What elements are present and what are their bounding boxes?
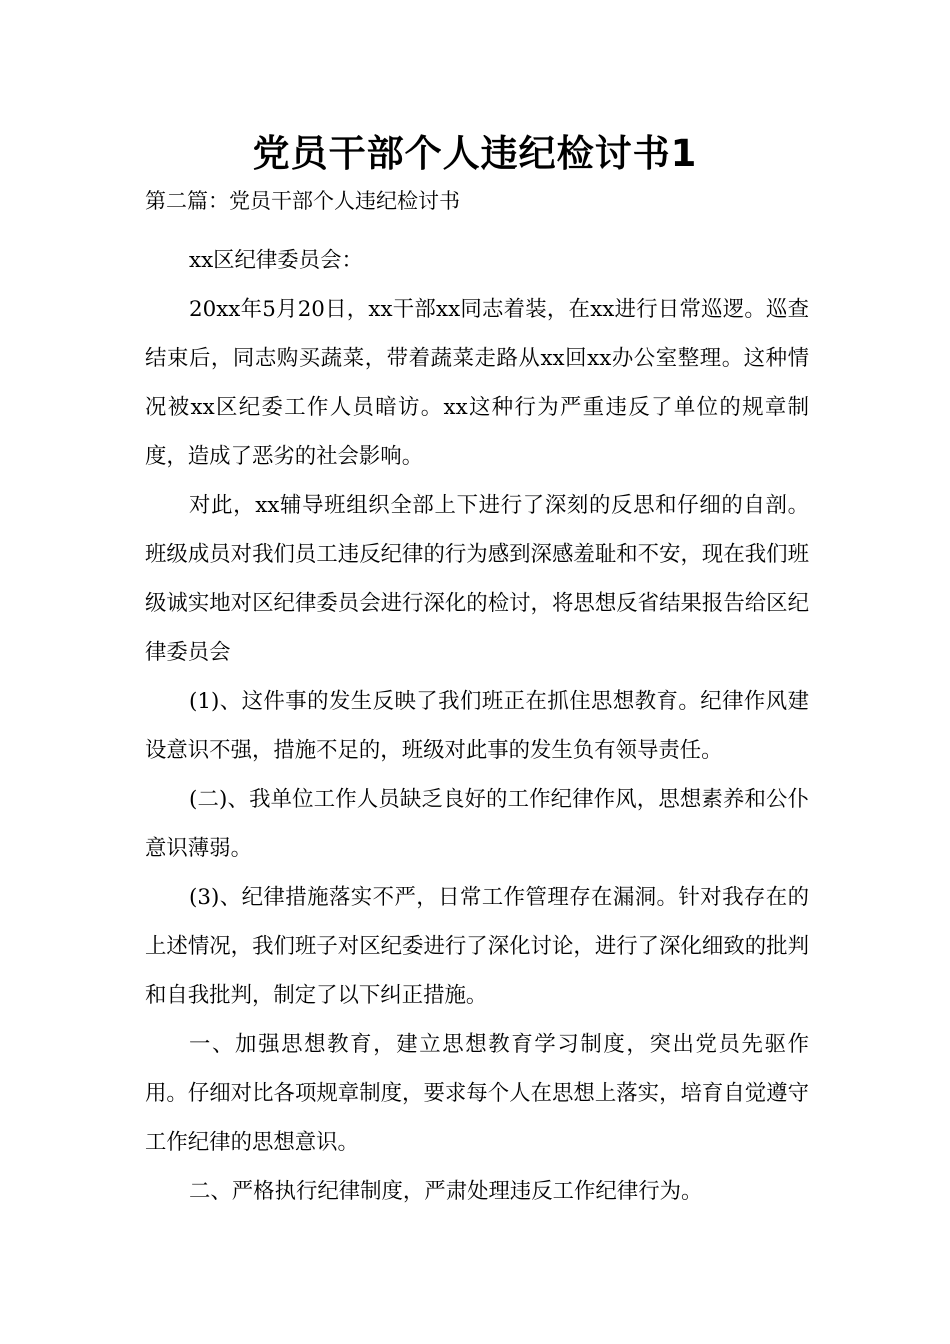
body-paragraph: 二、严格执行纪律制度，严肃处理违反工作纪律行为。: [189, 1179, 703, 1204]
body-paragraph: (二)、我单位工作人员缺乏良好的工作纪律作风，思想素养和公仆意识薄弱。: [145, 787, 809, 861]
body-paragraph: (3)、纪律措施落实不严，日常工作管理存在漏洞。针对我存在的上述情况，我们班子对区纪委进行了深化讨论，进行了深化细致的批判和自我批判，制定了以下纠正措施。: [145, 885, 809, 1008]
body-paragraph: 对此，xx辅导班组织全部上下进行了深刻的反思和仔细的自剖。班级成员对我们员工违反纪律的行为感到深感羞耻和不安，现在我们班级诚实地对区纪律委员会进行深化的检讨，将思想反省结果报告给区纪律委员会: [145, 493, 809, 665]
body-paragraph: 一、加强思想教育，建立思想教育学习制度，突出党员先驱作用。仔细对比各项规章制度，要求每个人在思想上落实，培育自觉遵守工作纪律的思想意识。: [145, 1032, 809, 1155]
document-subtitle: 第二篇：党员干部个人违纪检讨书: [145, 189, 460, 213]
body-paragraph: 20xx年5月20日，xx干部xx同志着装，在xx进行日常巡逻。巡查结束后，同志购买蔬菜，带着蔬菜走路从xx回xx办公室整理。这种情况被xx区纪委工作人员暗访。xx这种行为严重违反了单位的规章制度，造成了恶劣的社会影响。: [145, 297, 809, 469]
body-paragraph: (1)、这件事的发生反映了我们班正在抓住思想教育。纪律作风建设意识不强，措施不足的，班级对此事的发生负有领导责任。: [145, 689, 809, 763]
document-body: [145, 236, 809, 1216]
document-title: 党员干部个人违纪检讨书1: [252, 132, 698, 175]
salutation: xx区纪律委员会：: [189, 248, 363, 273]
